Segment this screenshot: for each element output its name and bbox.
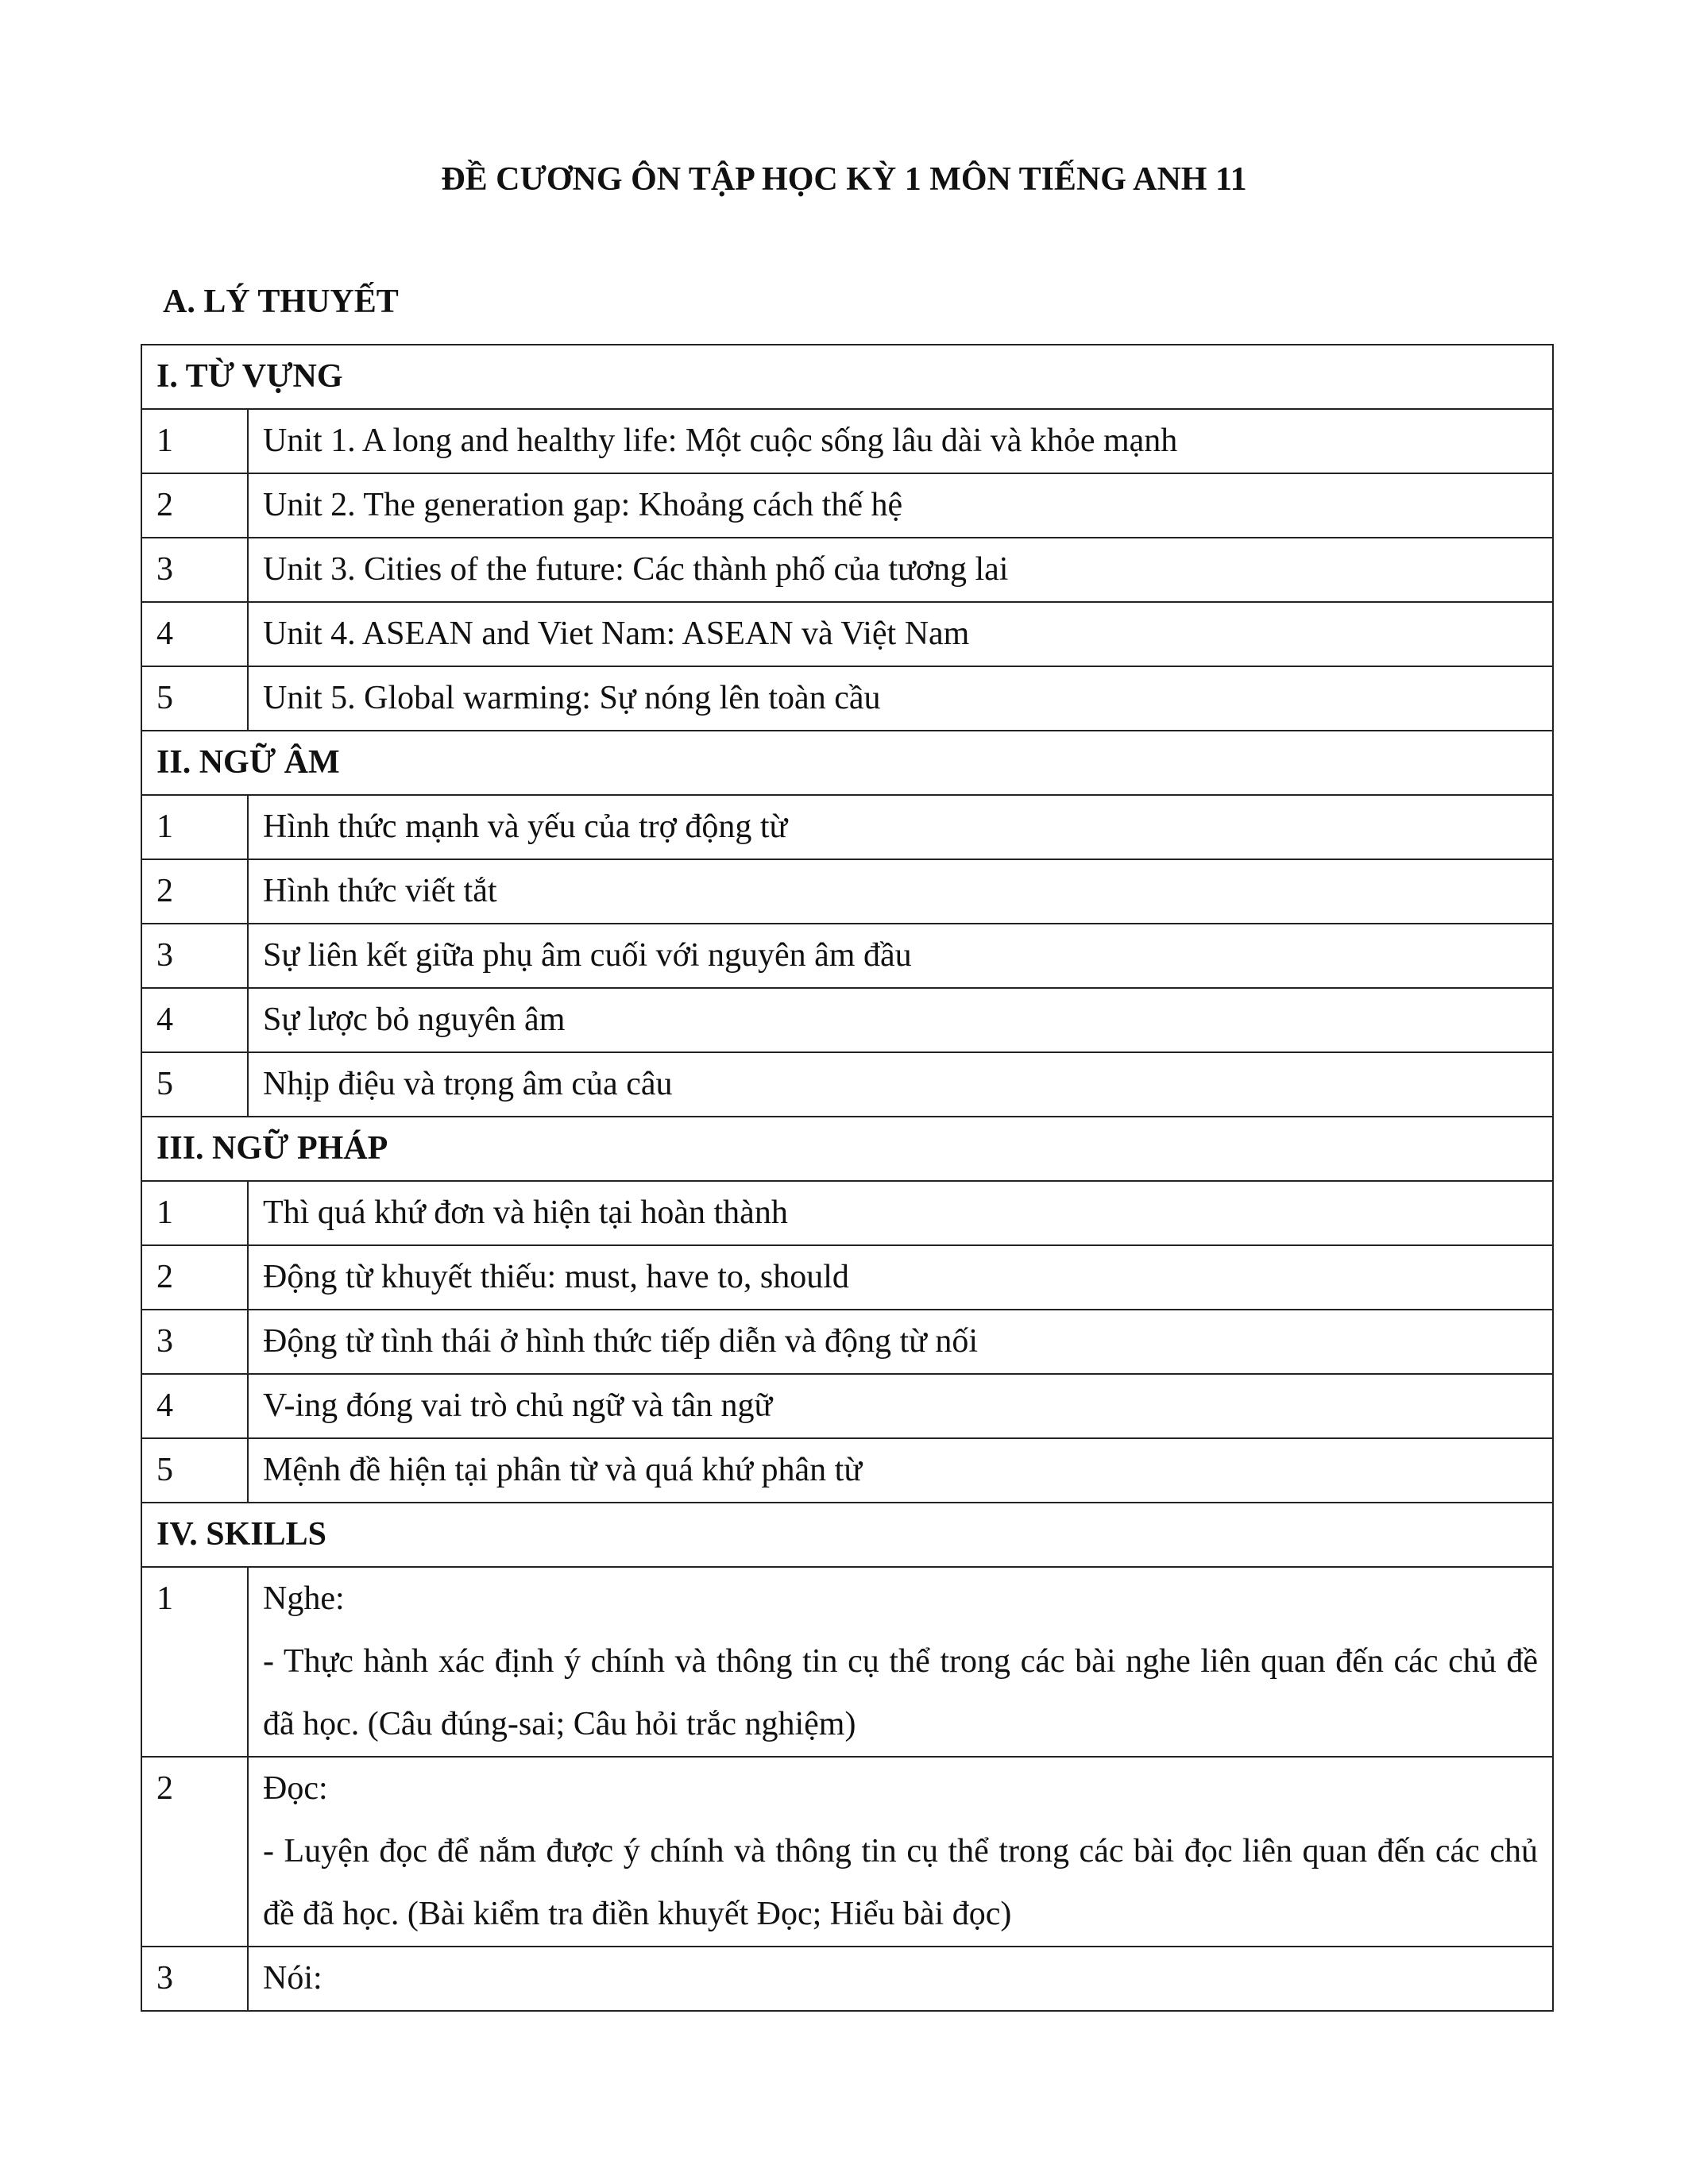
item-number: 4 [141, 1374, 248, 1438]
skill-cell [248, 1947, 1553, 2011]
item-number: 1 [141, 795, 248, 859]
section-heading-row [141, 345, 1553, 409]
item-text: Unit 2. The generation gap: Khoảng cách thế hệ [248, 473, 1553, 538]
table-row [141, 473, 1553, 538]
skill-detail: - Thực hành xác định ý chính và thông tin cụ thể trong các bài nghe liên quan đến các chủ đề đã học. (Câu đúng-sai; Câu hỏi trắc nghiệm) [263, 1643, 1538, 1742]
item-number: 3 [141, 1310, 248, 1374]
section-heading-row [141, 1503, 1553, 1567]
section-heading: III. NGỮ PHÁP [141, 1117, 1553, 1181]
skill-label: Đọc: [263, 1770, 328, 1807]
item-text: V-ing đóng vai trò chủ ngữ và tân ngữ [248, 1374, 1553, 1438]
skill-cell [248, 1757, 1553, 1947]
item-text: Hình thức mạnh và yếu của trợ động từ [248, 795, 1553, 859]
table-row [141, 602, 1553, 666]
item-number: 2 [141, 473, 248, 538]
item-number: 5 [141, 1438, 248, 1503]
item-number: 3 [141, 924, 248, 988]
table-row [141, 1438, 1553, 1503]
table-row [141, 1567, 1553, 1757]
item-text: Hình thức viết tắt [248, 859, 1553, 924]
item-number: 2 [141, 859, 248, 924]
item-text: Sự lược bỏ nguyên âm [248, 988, 1553, 1052]
item-number: 4 [141, 988, 248, 1052]
item-text: Động từ tình thái ở hình thức tiếp diễn và động từ nối [248, 1310, 1553, 1374]
table-row [141, 1947, 1553, 2011]
table-row [141, 859, 1553, 924]
item-number: 1 [141, 409, 248, 473]
item-number: 3 [141, 1947, 248, 2011]
item-text: Unit 1. A long and healthy life: Một cuộc sống lâu dài và khỏe mạnh [248, 409, 1553, 473]
outline-table [141, 344, 1554, 2012]
skill-label: Nói: [263, 1960, 323, 1997]
table-row [141, 988, 1553, 1052]
table-row [141, 795, 1553, 859]
table-row [141, 1181, 1553, 1245]
item-text: Thì quá khứ đơn và hiện tại hoàn thành [248, 1181, 1553, 1245]
item-text: Unit 5. Global warming: Sự nóng lên toàn cầu [248, 666, 1553, 731]
table-row [141, 666, 1553, 731]
item-number: 2 [141, 1245, 248, 1310]
section-heading: I. TỪ VỰNG [141, 345, 1553, 409]
table-row [141, 409, 1553, 473]
item-text: Mệnh đề hiện tại phân từ và quá khứ phân từ [248, 1438, 1553, 1503]
item-text: Unit 4. ASEAN and Viet Nam: ASEAN và Việt Nam [248, 602, 1553, 666]
item-number: 1 [141, 1567, 248, 1757]
item-number: 3 [141, 538, 248, 602]
skill-cell [248, 1567, 1553, 1757]
table-row [141, 1757, 1553, 1947]
item-number: 1 [141, 1181, 248, 1245]
part-a-heading: A. LÝ THUYẾT [163, 284, 399, 320]
item-text: Nhịp điệu và trọng âm của câu [248, 1052, 1553, 1117]
skill-label: Nghe: [263, 1580, 345, 1617]
table-row [141, 1052, 1553, 1117]
section-heading-row [141, 731, 1553, 795]
skill-detail: - Luyện đọc để nắm được ý chính và thông tin cụ thể trong các bài đọc liên quan đến các chủ đề đã học. (Bài kiểm tra điền khuyết Đọc; Hiểu bài đọc) [263, 1833, 1538, 1932]
table-row [141, 924, 1553, 988]
item-text: Unit 3. Cities of the future: Các thành phố của tương lai [248, 538, 1553, 602]
item-number: 5 [141, 1052, 248, 1117]
section-heading: IV. SKILLS [141, 1503, 1553, 1567]
document-title: ĐỀ CƯƠNG ÔN TẬP HỌC KỲ 1 MÔN TIẾNG ANH 11 [441, 161, 1247, 198]
section-heading: II. NGỮ ÂM [141, 731, 1553, 795]
table-row [141, 1245, 1553, 1310]
item-number: 4 [141, 602, 248, 666]
item-number: 5 [141, 666, 248, 731]
section-heading-row [141, 1117, 1553, 1181]
table-row [141, 1310, 1553, 1374]
table-row [141, 538, 1553, 602]
table-row [141, 1374, 1553, 1438]
item-number: 2 [141, 1757, 248, 1947]
item-text: Động từ khuyết thiếu: must, have to, should [248, 1245, 1553, 1310]
item-text: Sự liên kết giữa phụ âm cuối với nguyên âm đầu [248, 924, 1553, 988]
